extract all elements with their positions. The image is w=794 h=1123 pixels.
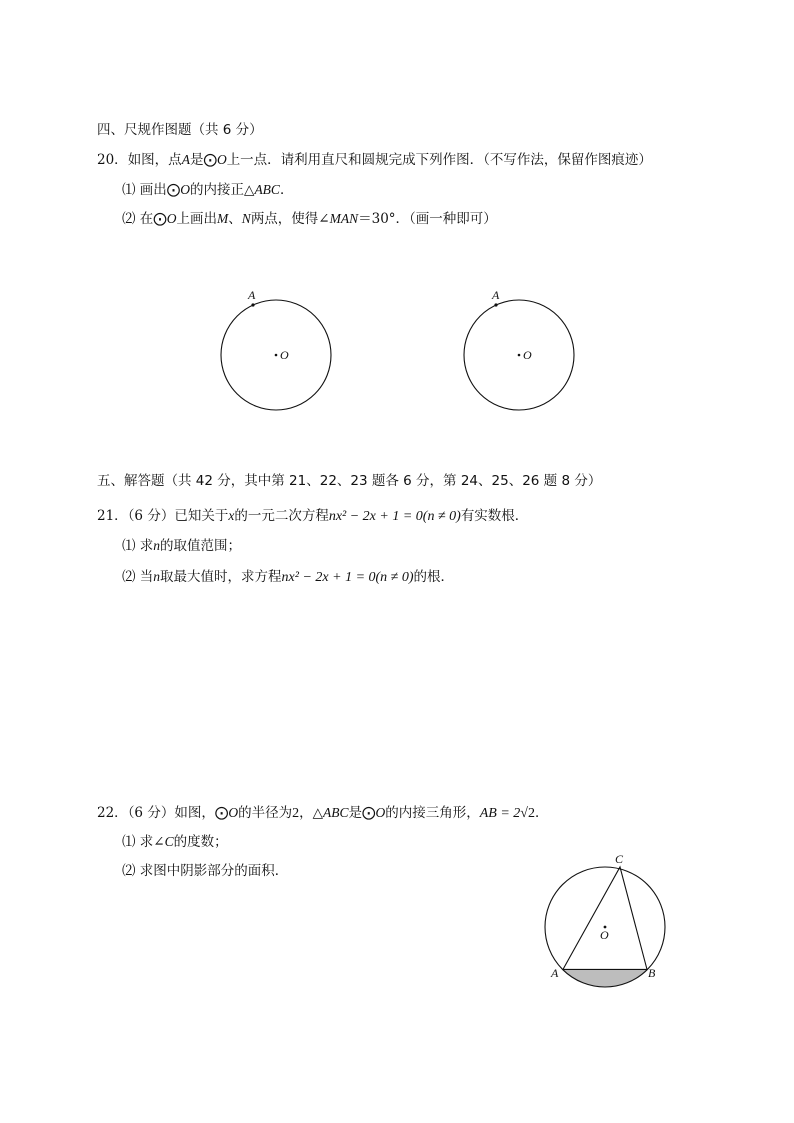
label-a: A [551, 966, 559, 980]
q22-part-1: ⑴ 求∠C的度数； [122, 834, 228, 850]
triangle-abc [563, 867, 647, 969]
point-a-dot [251, 303, 254, 306]
label-b: B [648, 966, 656, 980]
q21-part-2: ⑵ 当n取最大值时，求方程nx² − 2x + 1 = 0(n ≠ 0)的根． [122, 569, 455, 585]
q21-number: 21． [97, 508, 128, 524]
label-o: O [600, 928, 609, 942]
q20-stem: 20．如图，点A是⨀O上一点．请利用直尺和圆规完成下列作图．（不写作法，保留作图痕迹） [97, 152, 652, 168]
q20-figure-left [210, 285, 340, 415]
shaded-segment [563, 969, 647, 986]
q22-stem: 22．（6 分）如图，⨀O的半径为2，△ABC是⨀O的内接三角形，AB = 2√2． [97, 805, 549, 821]
q21-part-1: ⑴ 求n的取值范围； [122, 538, 242, 554]
q22-part-2: ⑵ 求图中阴影部分的面积． [122, 863, 289, 879]
label-o: O [280, 348, 289, 362]
center-o-dot [275, 354, 278, 357]
q22-figure [535, 851, 675, 1001]
q20-number: 20． [97, 152, 128, 168]
q20-figure-right [454, 285, 584, 415]
q21-equation: nx² − 2x + 1 = 0(n ≠ 0) [328, 509, 461, 524]
circle-symbol: ⨀ [203, 152, 217, 168]
label-o: O [523, 348, 532, 362]
q20-part-1: ⑴ 画出⨀O的内接正△ABC． [122, 182, 294, 198]
q20-part-2: ⑵ 在⨀O上画出M、N两点，使得∠MAN＝30°．（画一种即可） [122, 211, 497, 227]
label-a: A [492, 288, 500, 302]
section-5-title: 五、解答题（共 42 分，其中第 21、22、23 题各 6 分，第 24、25、26 题 8 分） [97, 473, 602, 489]
q22-number: 22． [97, 805, 128, 821]
center-o-dot [518, 354, 521, 357]
point-a-dot [494, 303, 497, 306]
label-c: C [615, 852, 624, 866]
section-4-title: 四、尺规作图题（共 6 分） [97, 122, 263, 138]
label-a: A [248, 288, 256, 302]
q21-equation-2: nx² − 2x + 1 = 0(n ≠ 0) [281, 570, 414, 585]
q21-stem: 21．（6 分）已知关于x的一元二次方程nx² − 2x + 1 = 0(n ≠ 0)有实数根． [97, 508, 529, 524]
